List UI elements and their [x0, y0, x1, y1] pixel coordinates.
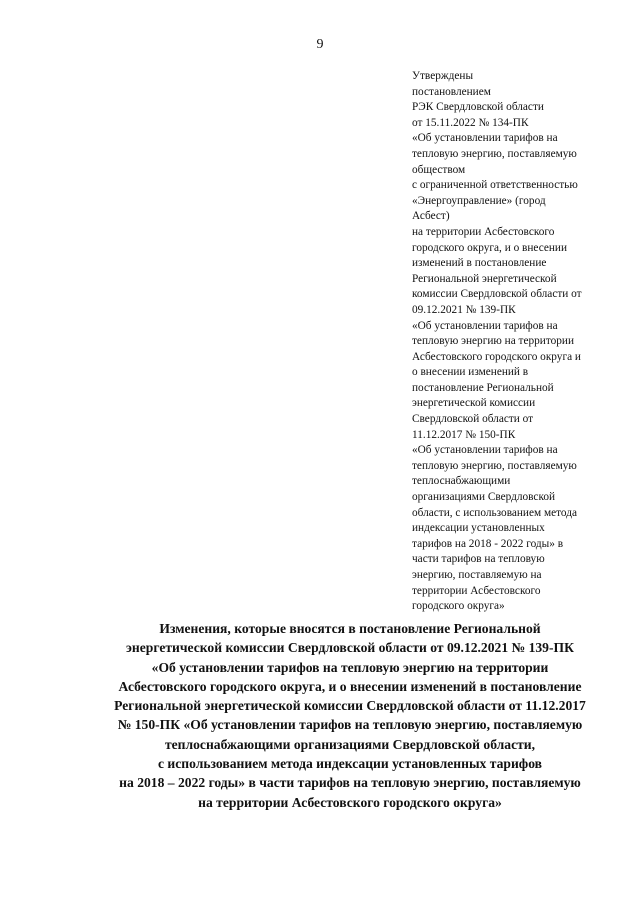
- approval-line: городского округа»: [412, 600, 505, 613]
- approval-line: с ограниченной ответственностью: [412, 179, 578, 192]
- approval-line: Асбестовского городского округа и: [412, 350, 581, 363]
- title-line: энергетической комиссии Свердловской области от 09.12.2021 № 139-ПК: [126, 640, 574, 656]
- approval-line: Утверждены: [412, 70, 474, 82]
- approval-line: 09.12.2021 № 139-ПК: [412, 303, 516, 316]
- page-number: 9: [316, 37, 324, 52]
- approval-line: «Энергоуправление» (город: [412, 194, 546, 207]
- title-line: Региональной энергетической комиссии Свердловской области от 11.12.2017: [114, 698, 586, 714]
- approval-line: тарифов на 2018 - 2022 годы» в: [412, 537, 564, 550]
- approval-line: «Об установлении тарифов на: [412, 444, 558, 457]
- title-line: теплоснабжающими организациями Свердловской области,: [164, 736, 536, 752]
- title-line: на 2018 – 2022 годы» в части тарифов на тепловую энергию, поставляемую: [119, 775, 581, 791]
- title-line: Асбестовского городского округа, и о внесении изменений в постановление: [118, 678, 582, 694]
- title-line: «Об установлении тарифов на тепловую энергию на территории: [151, 659, 549, 675]
- approval-line: от 15.11.2022 № 134-ПК: [412, 116, 529, 129]
- approval-line: энергетической комиссии: [412, 397, 536, 410]
- approval-line: городского округа, и о внесении: [412, 241, 568, 254]
- approval-line: Асбест): [412, 210, 450, 223]
- approval-line: области, с использованием метода: [412, 506, 578, 519]
- approval-line: тепловую энергию, поставляемую: [412, 459, 577, 472]
- approval-line: части тарифов на тепловую: [412, 553, 545, 566]
- approval-line: организациями Свердловской: [412, 491, 556, 504]
- approval-line: теплоснабжающими: [412, 475, 511, 488]
- approval-line: 11.12.2017 № 150-ПК: [412, 428, 516, 441]
- approval-line: энергию, поставляемую на: [412, 569, 542, 581]
- approval-line: РЭК Свердловской области: [412, 101, 544, 114]
- approval-line: «Об установлении тарифов на: [412, 319, 558, 332]
- approval-line: Региональной энергетической: [412, 272, 557, 285]
- approval-line: Свердловской области от: [412, 413, 534, 426]
- approval-line: тепловую энергию на территории: [412, 335, 574, 348]
- title-line: с использованием метода индексации установленных тарифов: [157, 756, 542, 772]
- approval-line: тепловую энергию, поставляемую: [412, 147, 577, 160]
- approval-line: комиссии Свердловской области от: [412, 288, 582, 301]
- approval-line: индексации установленных: [412, 522, 545, 535]
- title-line: Изменения, которые вносятся в постановление Региональной: [159, 621, 541, 636]
- approval-line: постановление Региональной: [412, 381, 554, 394]
- approval-line: на территории Асбестовского: [412, 225, 555, 238]
- title-line: № 150-ПК «Об установлении тарифов на тепловую энергию, поставляемую: [117, 717, 583, 733]
- approval-block: [412, 69, 617, 615]
- approval-line: обществом: [412, 163, 466, 176]
- approval-line: «Об установлении тарифов на: [412, 132, 558, 145]
- approval-line: постановлением: [412, 85, 491, 98]
- document-title: [60, 619, 640, 812]
- approval-line: о внесении изменений в: [412, 366, 529, 379]
- approval-line: изменений в постановление: [412, 257, 547, 270]
- approval-line: территории Асбестовского: [412, 584, 541, 597]
- title-line: на территории Асбестовского городского округа»: [198, 794, 502, 810]
